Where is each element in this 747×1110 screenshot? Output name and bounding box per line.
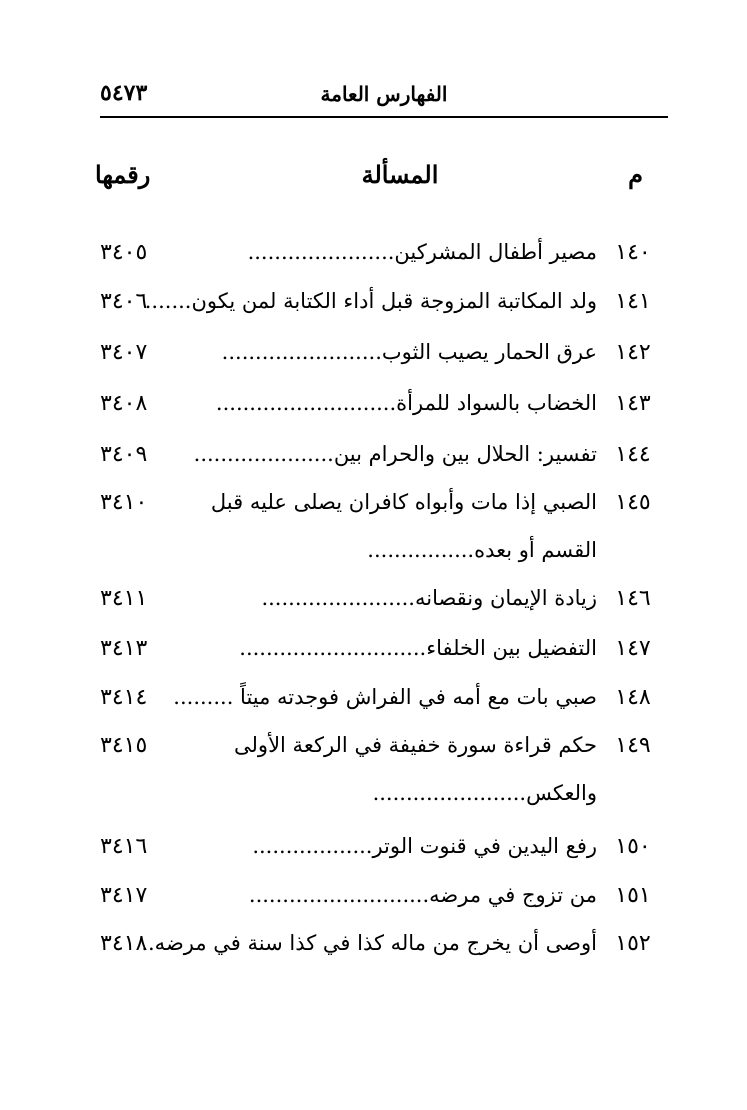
entry-reference-number: ٣٤١٨	[100, 931, 148, 956]
entry-number: ١٤٠	[615, 240, 651, 265]
index-entry	[0, 240, 747, 288]
index-entry	[0, 931, 747, 979]
page-number: ٥٤٧٣	[100, 80, 148, 106]
entry-reference-number: ٣٤١١	[100, 586, 148, 611]
index-entry	[0, 490, 747, 586]
index-entry	[0, 636, 747, 684]
entry-title-line: الخضاب بالسواد للمرأة...........................	[215, 391, 597, 415]
entry-number: ١٥٢	[615, 931, 651, 956]
entry-reference-number: ٣٤٠٨	[100, 391, 148, 416]
index-entry	[0, 442, 747, 490]
entry-title-line: التفضيل بين الخلفاء............................	[239, 636, 597, 660]
entry-number: ١٤٤	[615, 442, 651, 467]
index-entry	[0, 586, 747, 634]
entry-number: ١٥٠	[615, 834, 651, 859]
entry-reference-number: ٣٤٠٦	[100, 289, 148, 314]
entry-number: ١٤٨	[615, 685, 651, 710]
entry-reference-number: ٣٤١٠	[100, 490, 148, 515]
entry-reference-number: ٣٤٠٥	[100, 240, 148, 265]
entry-reference-number: ٣٤١٧	[100, 883, 148, 908]
entry-reference-number: ٣٤٠٩	[100, 442, 148, 467]
entry-number: ١٤٦	[615, 586, 651, 611]
entry-title-line: تفسير: الحلال بين والحرام بين.....................	[193, 442, 597, 466]
entry-number: ١٤٢	[615, 340, 651, 365]
index-entry	[0, 685, 747, 733]
entry-title-line: مصير أطفال المشركين......................	[247, 240, 597, 264]
column-header-issue: المسألة	[361, 160, 439, 189]
entry-number: ١٤٧	[615, 636, 651, 661]
entry-title-line: والعكس.......................	[372, 781, 597, 805]
index-entry	[0, 340, 747, 388]
running-header	[100, 80, 668, 114]
entry-title-line: أوصى أن يخرج من ماله كذا في كذا سنة في مرضه..	[141, 931, 597, 955]
index-entry	[0, 883, 747, 931]
entry-number: ١٤٣	[615, 391, 651, 416]
entry-reference-number: ٣٤١٦	[100, 834, 148, 859]
entry-title-line: زيادة الإيمان ونقصانه.......................	[261, 586, 597, 610]
index-entry	[0, 391, 747, 439]
entry-title-line: صبي بات مع أمه في الفراش فوجدته ميتاً .........	[173, 685, 597, 709]
column-header-number: م	[628, 160, 643, 189]
entry-reference-number: ٣٤١٣	[100, 636, 148, 661]
entry-number: ١٤١	[615, 289, 651, 314]
header-rule	[100, 116, 668, 118]
index-entry	[0, 289, 747, 337]
entry-title-line: من تزوج في مرضه...........................	[248, 883, 597, 907]
entry-title-line: رفع اليدين في قنوت الوتر..................	[252, 834, 597, 858]
entry-title-line: عرق الحمار يصيب الثوب........................	[221, 340, 597, 364]
entry-title-line: حكم قراءة سورة خفيفة في الركعة الأولى	[234, 733, 597, 757]
entry-title-line: ولد المكاتبة المزوجة قبل أداء الكتابة لمن يكون.......	[144, 289, 597, 313]
entry-number: ١٤٥	[615, 490, 651, 515]
entry-number: ١٤٩	[615, 733, 651, 758]
entry-title-line: القسم أو بعده................	[367, 538, 597, 562]
index-entry	[0, 733, 747, 829]
entry-reference-number: ٣٤١٥	[100, 733, 148, 758]
page-title: الفهارس العامة	[320, 82, 448, 106]
entry-reference-number: ٣٤٠٧	[100, 340, 148, 365]
entry-number: ١٥١	[615, 883, 651, 908]
entry-title-line: الصبي إذا مات وأبواه كافران يصلى عليه قبل	[210, 490, 597, 514]
entry-reference-number: ٣٤١٤	[100, 685, 148, 710]
index-entry	[0, 834, 747, 882]
column-header-reference: رقمها	[95, 160, 151, 189]
